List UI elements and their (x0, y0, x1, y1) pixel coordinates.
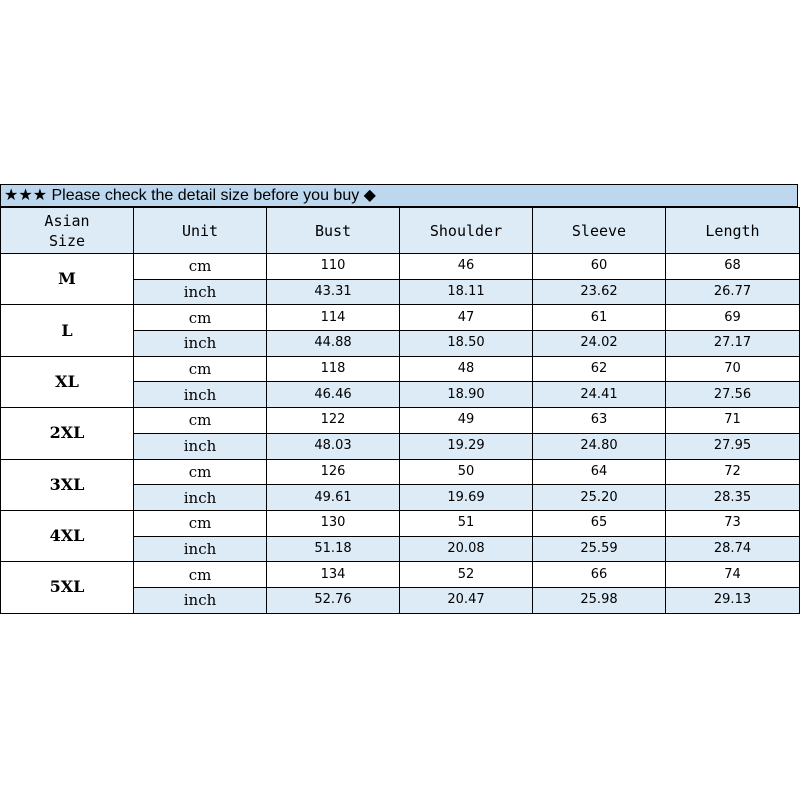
header-bust: Bust (267, 208, 400, 254)
bust-value: 118 (267, 356, 400, 382)
length-value: 27.56 (666, 382, 800, 408)
size-label: 5XL (1, 562, 134, 613)
unit-label: cm (134, 510, 267, 536)
unit-label: cm (134, 305, 267, 331)
size-table (0, 207, 800, 614)
bust-value: 130 (267, 510, 400, 536)
unit-label: cm (134, 459, 267, 485)
bust-value: 48.03 (267, 433, 400, 459)
unit-label: inch (134, 536, 267, 562)
shoulder-value: 52 (400, 562, 533, 588)
header-asian-size: Asian Size (1, 208, 134, 254)
size-label: 3XL (1, 459, 134, 510)
size-label: L (1, 305, 134, 356)
length-value: 68 (666, 254, 800, 280)
unit-label: cm (134, 356, 267, 382)
header-sleeve: Sleeve (533, 208, 666, 254)
sleeve-value: 24.80 (533, 433, 666, 459)
shoulder-value: 51 (400, 510, 533, 536)
size-label: XL (1, 356, 134, 407)
sleeve-value: 66 (533, 562, 666, 588)
bust-value: 52.76 (267, 587, 400, 613)
table-row (1, 510, 800, 536)
length-value: 27.17 (666, 331, 800, 357)
unit-label: cm (134, 254, 267, 280)
header-unit: Unit (134, 208, 267, 254)
table-row (1, 562, 800, 588)
unit-label: inch (134, 331, 267, 357)
sleeve-value: 65 (533, 510, 666, 536)
sleeve-value: 61 (533, 305, 666, 331)
table-row (1, 459, 800, 485)
bust-value: 49.61 (267, 485, 400, 511)
header-length: Length (666, 208, 800, 254)
length-value: 26.77 (666, 279, 800, 305)
size-label: 4XL (1, 510, 134, 561)
bust-value: 134 (267, 562, 400, 588)
length-value: 28.35 (666, 485, 800, 511)
table-row (1, 254, 800, 280)
shoulder-value: 48 (400, 356, 533, 382)
unit-label: inch (134, 587, 267, 613)
size-label: 2XL (1, 408, 134, 459)
bust-value: 46.46 (267, 382, 400, 408)
shoulder-value: 49 (400, 408, 533, 434)
sleeve-value: 24.02 (533, 331, 666, 357)
length-value: 70 (666, 356, 800, 382)
sleeve-value: 25.20 (533, 485, 666, 511)
bust-value: 43.31 (267, 279, 400, 305)
length-value: 73 (666, 510, 800, 536)
header-row (1, 208, 800, 254)
header-shoulder: Shoulder (400, 208, 533, 254)
sleeve-value: 23.62 (533, 279, 666, 305)
unit-label: inch (134, 382, 267, 408)
table-row (1, 356, 800, 382)
sleeve-value: 64 (533, 459, 666, 485)
unit-label: inch (134, 279, 267, 305)
sleeve-value: 25.98 (533, 587, 666, 613)
shoulder-value: 18.90 (400, 382, 533, 408)
length-value: 74 (666, 562, 800, 588)
bust-value: 110 (267, 254, 400, 280)
sleeve-value: 63 (533, 408, 666, 434)
shoulder-value: 18.50 (400, 331, 533, 357)
size-label: M (1, 254, 134, 305)
unit-label: inch (134, 433, 267, 459)
shoulder-value: 19.29 (400, 433, 533, 459)
unit-label: cm (134, 408, 267, 434)
bust-value: 44.88 (267, 331, 400, 357)
table-row (1, 305, 800, 331)
shoulder-value: 18.11 (400, 279, 533, 305)
size-chart (0, 184, 800, 615)
shoulder-value: 50 (400, 459, 533, 485)
length-value: 71 (666, 408, 800, 434)
length-value: 27.95 (666, 433, 800, 459)
shoulder-value: 20.08 (400, 536, 533, 562)
sleeve-value: 24.41 (533, 382, 666, 408)
shoulder-value: 46 (400, 254, 533, 280)
bust-value: 51.18 (267, 536, 400, 562)
length-value: 69 (666, 305, 800, 331)
sleeve-value: 60 (533, 254, 666, 280)
unit-label: cm (134, 562, 267, 588)
table-row (1, 408, 800, 434)
length-value: 28.74 (666, 536, 800, 562)
length-value: 29.13 (666, 587, 800, 613)
unit-label: inch (134, 485, 267, 511)
sleeve-value: 62 (533, 356, 666, 382)
shoulder-value: 19.69 (400, 485, 533, 511)
shoulder-value: 47 (400, 305, 533, 331)
size-check-banner: ★★★ Please check the detail size before you buy ◆ (0, 184, 798, 207)
bust-value: 122 (267, 408, 400, 434)
sleeve-value: 25.59 (533, 536, 666, 562)
length-value: 72 (666, 459, 800, 485)
shoulder-value: 20.47 (400, 587, 533, 613)
bust-value: 114 (267, 305, 400, 331)
bust-value: 126 (267, 459, 400, 485)
